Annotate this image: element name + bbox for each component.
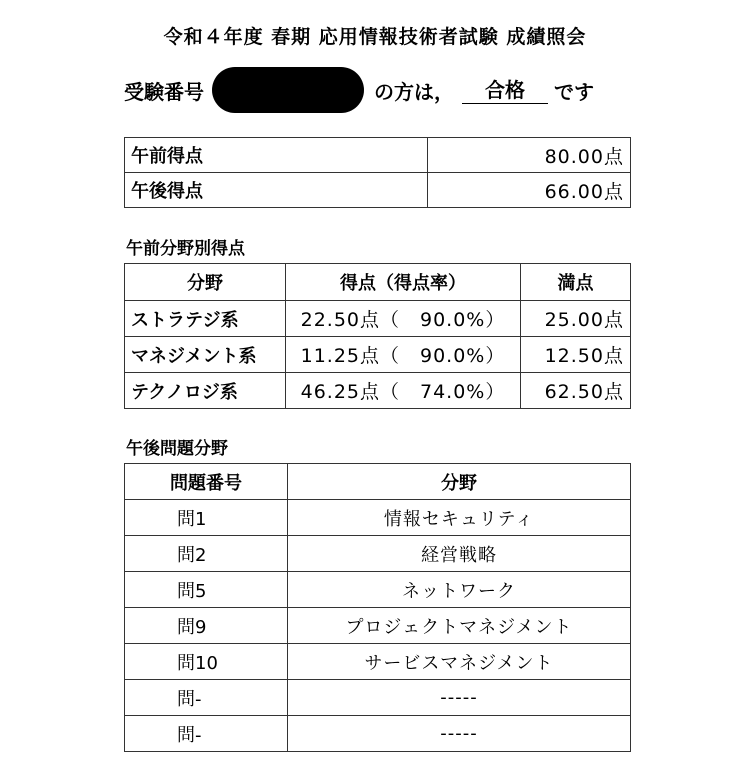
field-max: 25.00点: [521, 301, 631, 337]
question-number: 問9: [125, 608, 288, 644]
question-number: 問-: [125, 680, 288, 716]
table-header-row: [125, 464, 631, 500]
question-number: 問1: [125, 500, 288, 536]
table-row: [125, 337, 631, 373]
table-row: [125, 608, 631, 644]
table-row: [125, 716, 631, 752]
question-field: -----: [288, 680, 631, 716]
header-score: 得点（得点率）: [286, 264, 521, 301]
table-row: [125, 536, 631, 572]
table-row: [125, 301, 631, 337]
question-field: -----: [288, 716, 631, 752]
field-max: 62.50点: [521, 373, 631, 409]
redacted-exam-number: [212, 67, 364, 113]
am-score-label: 午前得点: [125, 138, 428, 173]
question-number: 問-: [125, 716, 288, 752]
header-field: 分野: [125, 264, 286, 301]
score-table: [124, 137, 631, 208]
table-row: [125, 138, 631, 173]
question-field: プロジェクトマネジメント: [288, 608, 631, 644]
header-question-number: 問題番号: [125, 464, 288, 500]
table-row: [125, 373, 631, 409]
table-row: [125, 572, 631, 608]
question-field: 情報セキュリティ: [288, 500, 631, 536]
result-value: 合格: [462, 77, 548, 104]
field-score: 22.50点（ 90.0%）: [286, 301, 521, 337]
table-row: [125, 173, 631, 208]
exam-result-line: [124, 70, 594, 110]
field-name: ストラテジ系: [125, 301, 286, 337]
question-number: 問2: [125, 536, 288, 572]
pm-section-title: 午後問題分野: [126, 439, 228, 459]
pm-score-value: 66.00点: [428, 173, 631, 208]
table-row: [125, 500, 631, 536]
question-field: サービスマネジメント: [288, 644, 631, 680]
field-max: 12.50点: [521, 337, 631, 373]
am-score-value: 80.00点: [428, 138, 631, 173]
field-score: 11.25点（ 90.0%）: [286, 337, 521, 373]
pm-question-table: [124, 463, 631, 752]
pm-score-label: 午後得点: [125, 173, 428, 208]
page-title: 令和４年度 春期 応用情報技術者試験 成績照会: [163, 26, 587, 48]
table-header-row: [125, 264, 631, 301]
result-suffix-text: です: [554, 79, 594, 104]
question-number: 問10: [125, 644, 288, 680]
question-field: 経営戦略: [288, 536, 631, 572]
result-connector-text: の方は，: [374, 79, 454, 104]
question-number: 問5: [125, 572, 288, 608]
am-field-score-table: [124, 263, 631, 409]
am-section-title: 午前分野別得点: [126, 239, 245, 259]
field-score: 46.25点（ 74.0%）: [286, 373, 521, 409]
header-max: 満点: [521, 264, 631, 301]
table-row: [125, 644, 631, 680]
field-name: テクノロジ系: [125, 373, 286, 409]
header-question-field: 分野: [288, 464, 631, 500]
exam-number-label: 受験番号: [124, 79, 204, 104]
field-name: マネジメント系: [125, 337, 286, 373]
question-field: ネットワーク: [288, 572, 631, 608]
table-row: [125, 680, 631, 716]
